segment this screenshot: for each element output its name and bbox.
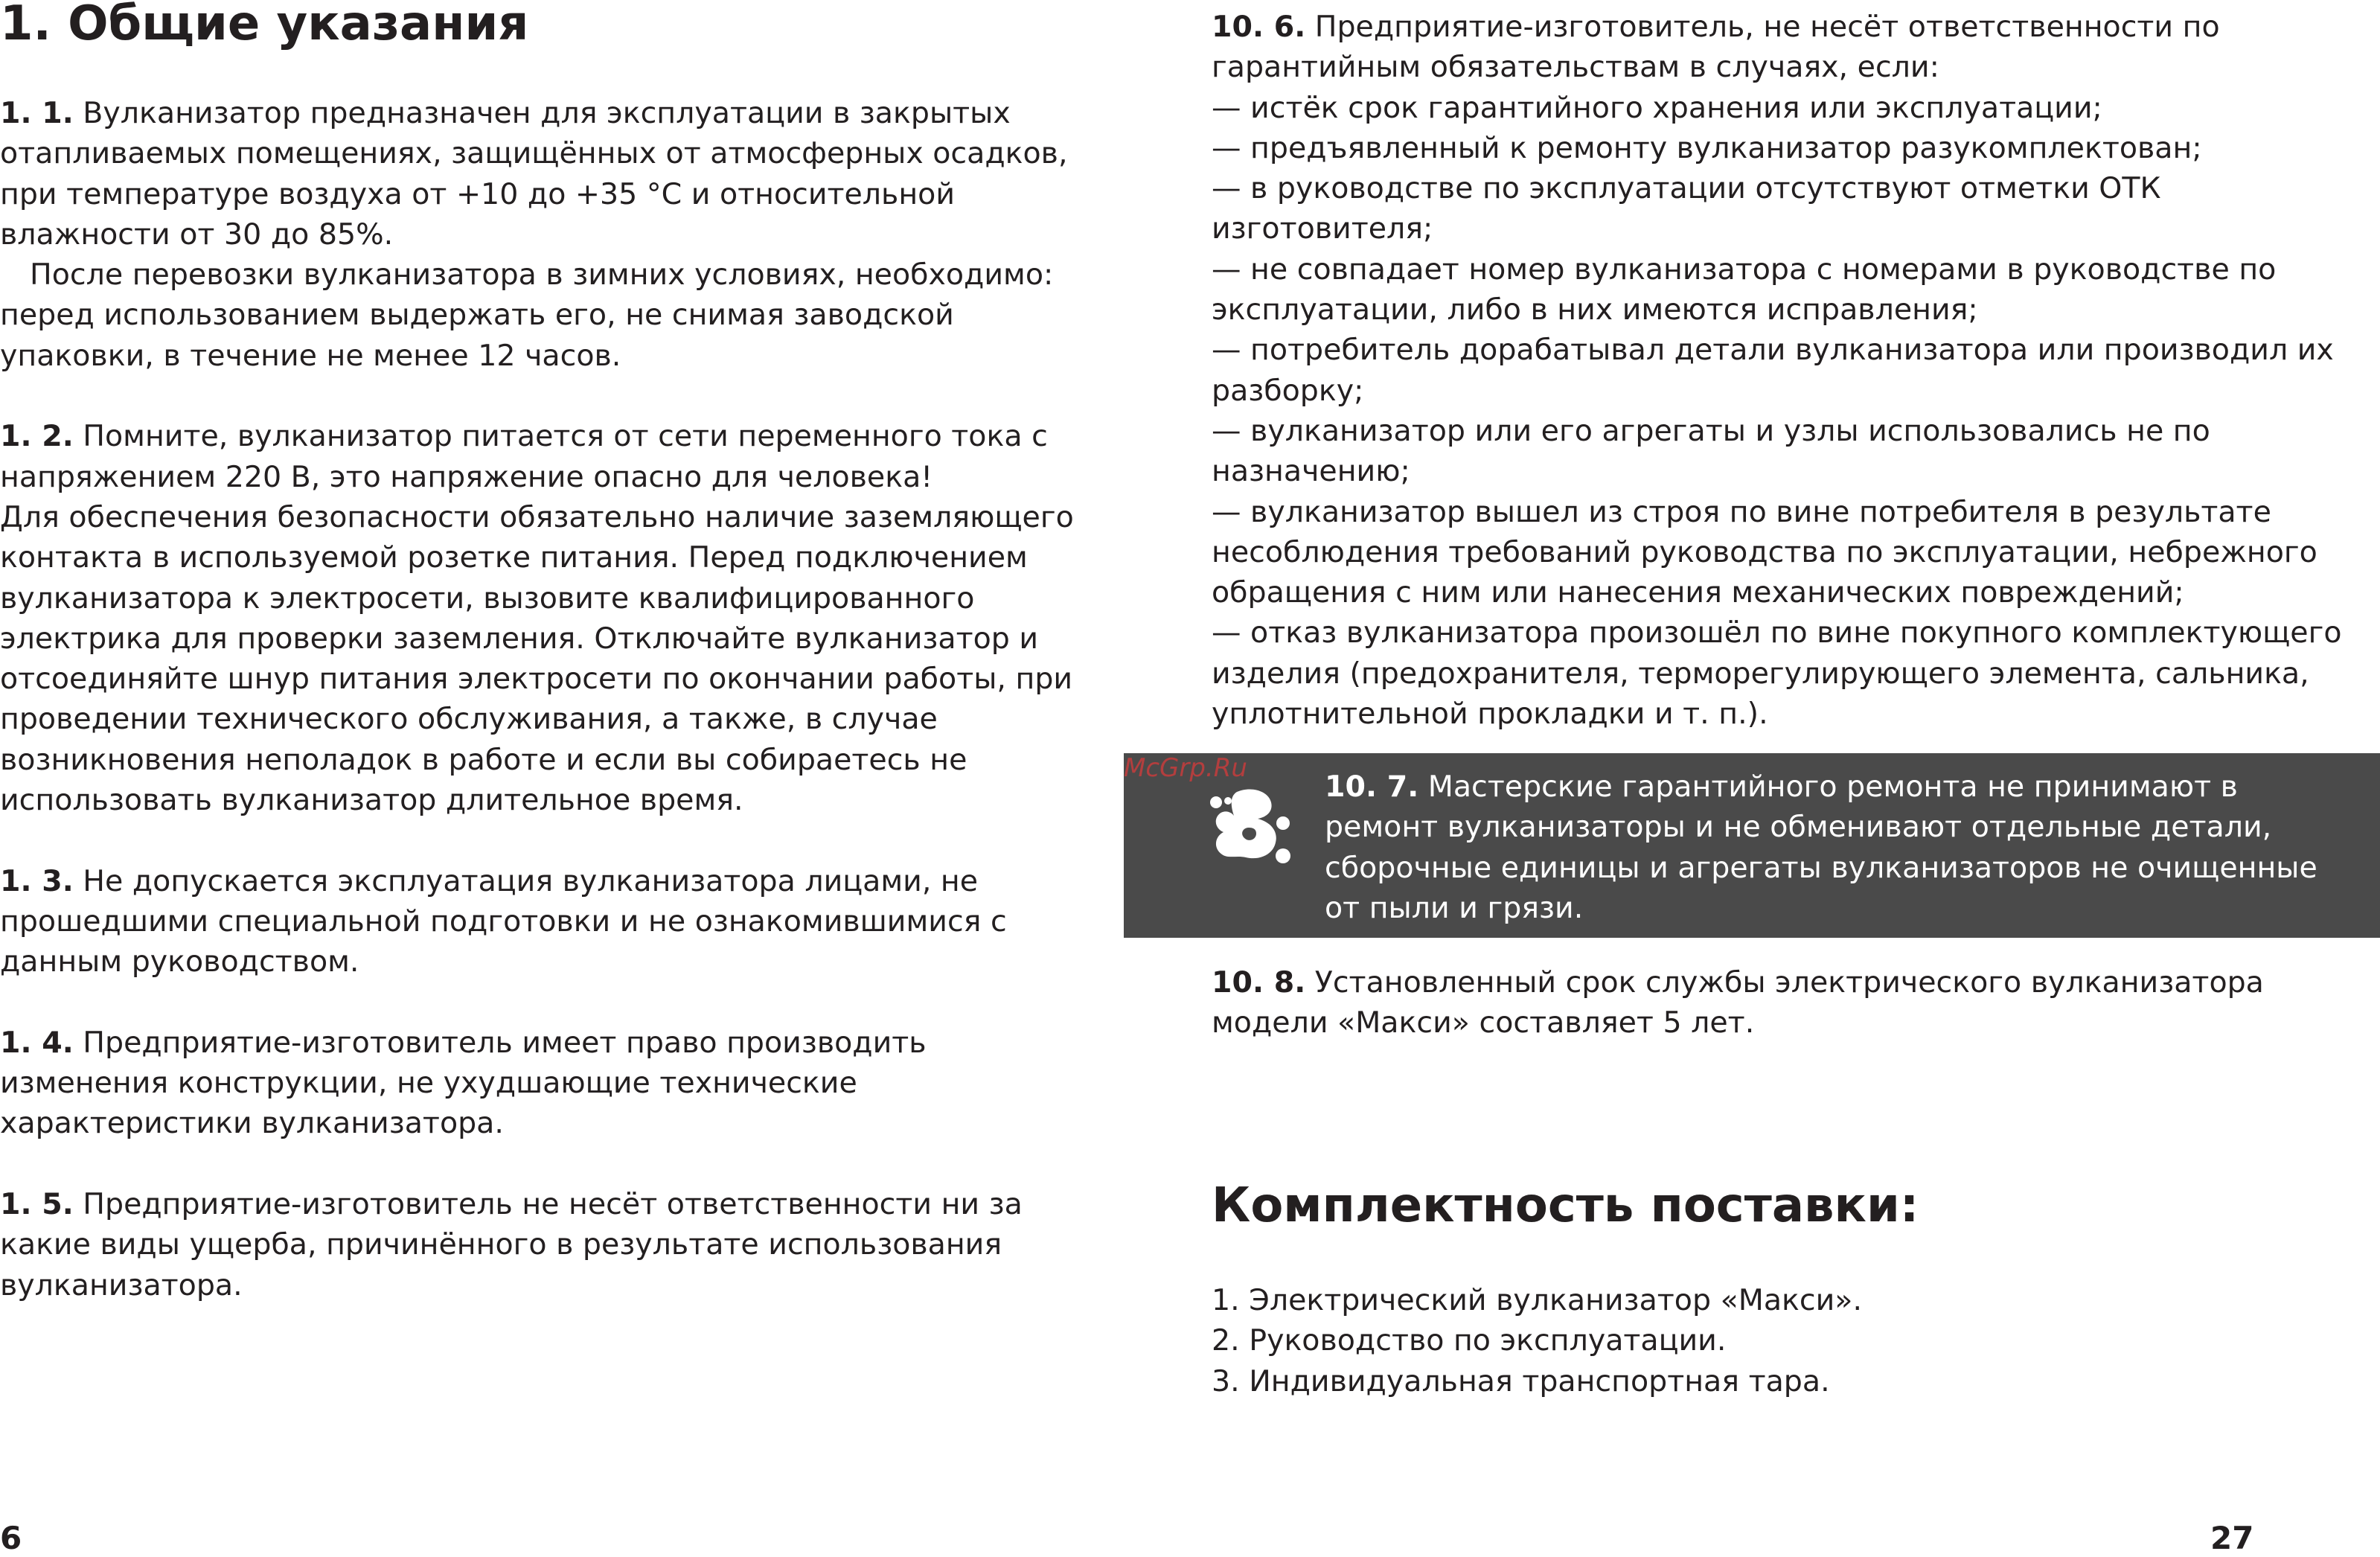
list-item: 2. Руководство по эксплуатации. <box>1212 1323 1727 1358</box>
section-1-4 <box>0 1023 1101 1144</box>
list-item: — в руководстве по эксплуатации отсутствуют отметки ОТК изготовителя; <box>1212 171 2161 246</box>
section-number: 1. 4. <box>0 1025 74 1060</box>
section-number: 10. 8. <box>1212 965 1306 1000</box>
page-number: 27 <box>2210 1520 2254 1556</box>
section-text: Предприятие-изготовитель, не несёт ответственности по гарантийным обязательствам в случаях, если: <box>1212 10 2220 85</box>
section-10-6 <box>1212 7 2373 734</box>
section-text: Не допускается эксплуатация вулканизатора лицами, не прошедшими специальной подготовки и не ознакомившимися с данным руководством. <box>0 863 1007 979</box>
watermark: McGrp.Ru <box>1124 753 1247 783</box>
list-item: — предъявленный к ремонту вулканизатор разукомплектован; <box>1212 130 2202 165</box>
section-1-3 <box>0 861 1101 982</box>
list-item: — не совпадает номер вулканизатора с номерами в руководстве по эксплуатации, либо в них имеются исправления; <box>1212 252 2277 327</box>
list-item: — истёк срок гарантийного хранения или эксплуатации; <box>1212 90 2102 125</box>
section-text: Вулканизатор предназначен для эксплуатации в закрытых отапливаемых помещениях, защищённых от атмосферных осадков, при температуре воздуха от +10 до +35 °C и относительной влажности от 30 до 85%. <box>0 96 1068 252</box>
section-number: 1. 3. <box>0 863 74 898</box>
section-10-8 <box>1212 962 2373 1043</box>
section-1-2 <box>0 416 1101 820</box>
notice-box <box>1124 753 2380 938</box>
list-item: — вулканизатор или его агрегаты и узлы использовались не по назначению; <box>1212 413 2210 489</box>
section-number: 10. 6. <box>1212 10 1306 44</box>
kit-list <box>1212 1280 2373 1401</box>
left-page <box>0 0 1131 1557</box>
list-item: — потребитель дорабатывал детали вулканизатора или производил их разборку; <box>1212 333 2334 408</box>
section-text: Предприятие-изготовитель имеет право производить изменения конструкции, не ухудшающие технические характеристики вулканизатора. <box>0 1025 927 1141</box>
section-text-continued: После перевозки вулканизатора в зимних условиях, необходимо: перед использованием выдержать его, не снимая заводской упаковки, в течение не менее 12 часов. <box>0 258 1054 373</box>
list-item: 1. Электрический вулканизатор «Макси». <box>1212 1283 1862 1317</box>
section-text-continued: Для обеспечения безопасности обязательно наличие заземляющего контакта в используемой розетке питания. Перед подключением вулканизатора к электросети, вызовите квалифицированного электрика для проверки заземления. Отключайте вулканизатор и отсоединяйте шнур питания электросети по окончании работы, при проведении технического обслуживания, а также, в случае возникновения неполадок в работе и если вы собираетесь не использовать вулканизатор длительное время. <box>0 499 1074 818</box>
section-1-5 <box>0 1184 1101 1305</box>
section-1-1 <box>0 93 1101 376</box>
section-number: 10. 7. <box>1325 770 1419 804</box>
warning-blob-icon <box>1206 786 1295 869</box>
right-page <box>1124 0 2380 1557</box>
kit-title: Комплектность поставки: <box>1212 1178 1919 1233</box>
section-text: Мастерские гарантийного ремонта не принимают в ремонт вулканизаторы и не обменивают отдельные детали, сборочные единицы и агрегаты вулканизаторов не очищенные от пыли и грязи. <box>1325 770 2317 925</box>
section-number: 1. 1. <box>0 96 74 130</box>
list-item: — отказ вулканизатора произошёл по вине покупного комплектующего изделия (предохранителя, терморегулирующего элемента, сальника, уплотнительной прокладки и т. п.). <box>1212 616 2342 732</box>
list-item: 3. Индивидуальная транспортная тара. <box>1212 1363 1830 1398</box>
left-column <box>0 93 1101 1346</box>
page-number: 6 <box>0 1520 22 1556</box>
section-text: Установленный срок службы электрического вулканизатора модели «Макси» составляет 5 лет. <box>1212 965 2264 1040</box>
section-title: 1. Общие указания <box>0 0 529 51</box>
section-number: 1. 2. <box>0 419 74 454</box>
list-item: — вулканизатор вышел из строя по вине потребителя в результате несоблюдения требований руководства по эксплуатации, небрежного обращения с ним или нанесения механических повреждений; <box>1212 494 2317 610</box>
section-text: Предприятие-изготовитель не несёт ответственности ни за какие виды ущерба, причинённого в результате использования вулканизатора. <box>0 1187 1023 1302</box>
section-text: Помните, вулканизатор питается от сети переменного тока с напряжением 220 В, это напряжение опасно для человека! <box>0 419 1048 494</box>
notice-text <box>1325 767 2352 928</box>
section-number: 1. 5. <box>0 1187 74 1222</box>
